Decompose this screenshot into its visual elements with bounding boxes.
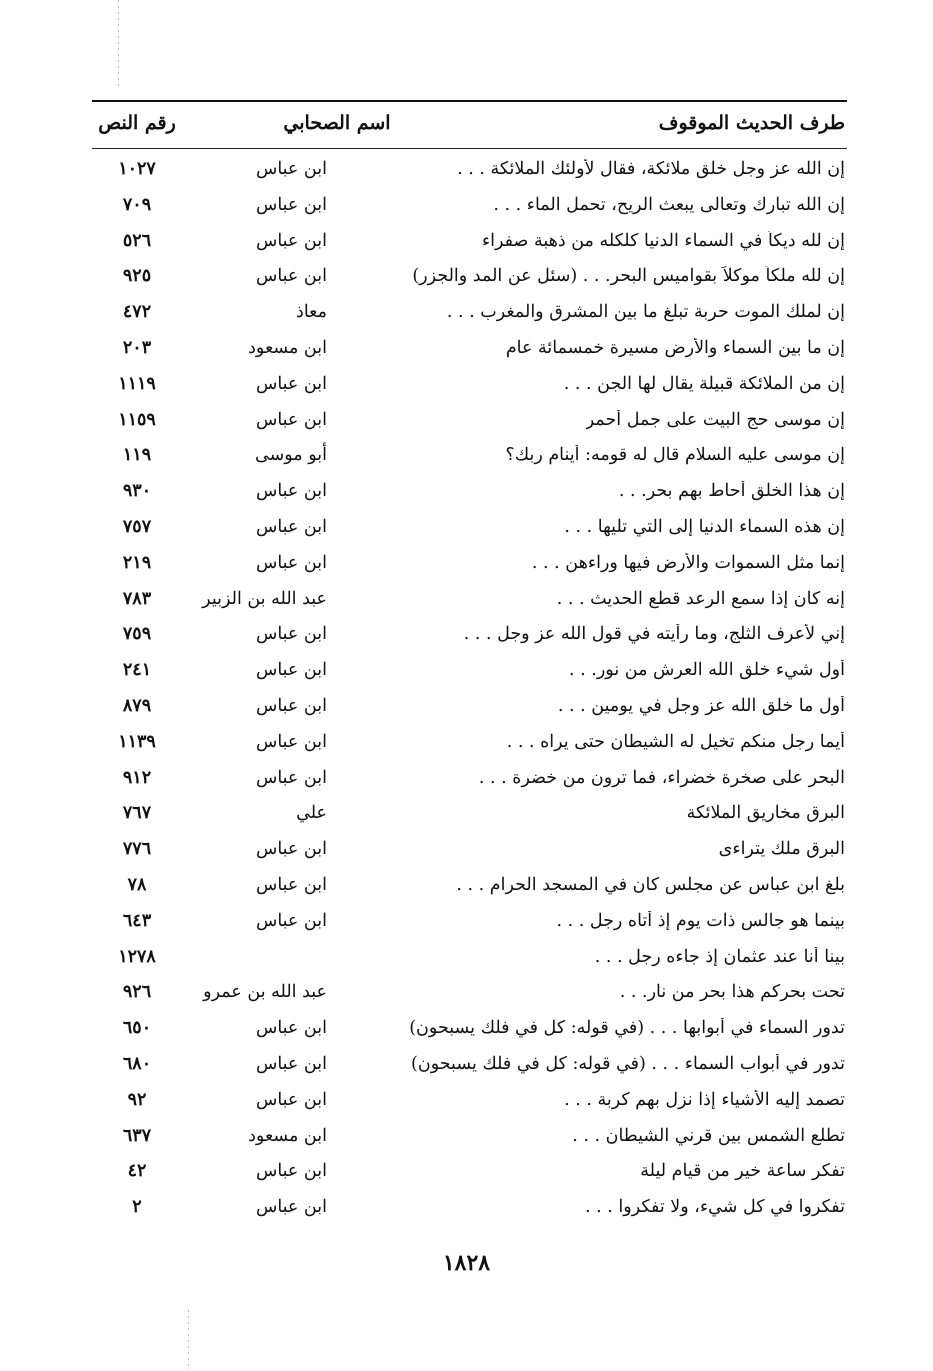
companion-name: عبد الله بن الزبير bbox=[202, 588, 327, 609]
table-row bbox=[92, 943, 847, 979]
hadith-text: أول ما خلق الله عز وجل في يومين . . . bbox=[557, 695, 845, 716]
companion-name: عبد الله بن عمرو bbox=[203, 982, 327, 1003]
companion-name: ابن عباس bbox=[255, 230, 327, 251]
companion-name: ابن عباس bbox=[255, 409, 327, 430]
table-row bbox=[92, 835, 847, 871]
header-number-column: رقم النص bbox=[98, 112, 176, 134]
hadith-text: البحر على صخرة خضراء، فما ترون من خضرة . . . bbox=[478, 767, 845, 788]
companion-name: ابن عباس bbox=[255, 1018, 327, 1039]
table-row bbox=[92, 1122, 847, 1158]
hadith-text: بينما هو جالس ذات يوم إذ أتاه رجل . . . bbox=[556, 910, 845, 931]
hadith-text: تصمد إليه الأشياء إذا نزل بهم كربة . . . bbox=[564, 1089, 845, 1110]
text-number: ٦٣٧ bbox=[122, 1125, 152, 1146]
companion-name: ابن عباس bbox=[255, 373, 327, 394]
companion-name: ابن عباس bbox=[255, 839, 327, 860]
table-row bbox=[92, 155, 847, 191]
text-number: ٧٦٧ bbox=[122, 803, 152, 824]
companion-name: ابن عباس bbox=[255, 1089, 327, 1110]
hadith-text: إن هذا الخلق أحاط بهم بحر. . . bbox=[618, 481, 845, 502]
hadith-text: إني لأعرف الثلج، وما رأيته في قول الله عز وجل . . . bbox=[463, 624, 845, 645]
table-row bbox=[92, 656, 847, 692]
table-row bbox=[92, 799, 847, 835]
companion-name: أبو موسى bbox=[255, 445, 327, 466]
hadith-text: أيما رجل منكم تخيل له الشيطان حتى يراه . . . bbox=[506, 731, 845, 752]
companion-name: ابن عباس bbox=[255, 194, 327, 215]
hadith-text: إن من الملائكة قبيلة يقال لها الجن . . . bbox=[563, 373, 845, 394]
text-number: ١١١٩ bbox=[118, 373, 156, 394]
hadith-text: تحت بحركم هذا بحر من نار. . . bbox=[619, 982, 845, 1003]
text-number: ١١٩ bbox=[122, 445, 152, 466]
text-number: ٢١٩ bbox=[122, 552, 152, 573]
text-number: ٤٢ bbox=[127, 1161, 147, 1182]
table-row bbox=[92, 406, 847, 442]
table-row bbox=[92, 585, 847, 621]
header-companion-column: اسم الصحابي bbox=[283, 112, 391, 134]
text-number: ٢ bbox=[132, 1197, 142, 1218]
companion-name: ابن عباس bbox=[255, 660, 327, 681]
companion-name: ابن عباس bbox=[255, 552, 327, 573]
table-row bbox=[92, 262, 847, 298]
companion-name: ابن عباس bbox=[255, 910, 327, 931]
hadith-text: تفكر ساعة خير من قيام ليلة bbox=[640, 1161, 845, 1182]
text-number: ٩٣٠ bbox=[122, 481, 152, 502]
table-row bbox=[92, 978, 847, 1014]
table-row bbox=[92, 1193, 847, 1229]
companion-name: ابن عباس bbox=[255, 731, 327, 752]
text-number: ٩٢٦ bbox=[122, 982, 152, 1003]
text-number: ٢٠٣ bbox=[122, 337, 152, 358]
hadith-text: إن لملك الموت حربة تبلغ ما بين المشرق والمغرب . . . bbox=[446, 302, 845, 323]
table-row bbox=[92, 1086, 847, 1122]
table-header bbox=[92, 108, 847, 144]
table-row bbox=[92, 692, 847, 728]
table-row bbox=[92, 334, 847, 370]
text-number: ٩٢ bbox=[127, 1089, 147, 1110]
header-rule bbox=[92, 148, 847, 149]
table-row bbox=[92, 764, 847, 800]
text-number: ٧٨٣ bbox=[122, 588, 152, 609]
hadith-text: إن الله تبارك وتعالى يبعث الريح، تحمل الماء . . . bbox=[493, 194, 845, 215]
table-row bbox=[92, 871, 847, 907]
scan-margin-mark bbox=[118, 0, 119, 90]
table-row bbox=[92, 1050, 847, 1086]
companion-name: ابن عباس bbox=[255, 1161, 327, 1182]
text-number: ٧٠٩ bbox=[122, 194, 152, 215]
companion-name: ابن عباس bbox=[255, 624, 327, 645]
hadith-text: إن موسى عليه السلام قال له قومه: أينام ربك؟ bbox=[505, 445, 845, 466]
header-text-column: طرف الحديث الموقوف bbox=[658, 112, 845, 134]
companion-name: ابن عباس bbox=[255, 1197, 327, 1218]
companion-name: ابن عباس bbox=[255, 695, 327, 716]
text-number: ٦٥٠ bbox=[122, 1018, 152, 1039]
hadith-text: البرق مخاريق الملائكة bbox=[686, 803, 845, 824]
text-number: ٧٨ bbox=[127, 874, 147, 895]
hadith-text: إن ما بين السماء والأرض مسيرة خمسمائة عام bbox=[505, 337, 845, 358]
scan-margin-mark bbox=[188, 1310, 189, 1371]
text-number: ٧٧٦ bbox=[122, 839, 152, 860]
page-number: ١٨٢٨ bbox=[442, 1250, 491, 1276]
text-number: ١١٣٩ bbox=[118, 731, 156, 752]
table-row bbox=[92, 370, 847, 406]
hadith-text: البرق ملك يتراءى bbox=[718, 839, 845, 860]
text-number: ٢٤١ bbox=[122, 660, 152, 681]
hadith-text: أول شيء خلق الله العرش من نور. . . bbox=[569, 660, 845, 681]
table-row bbox=[92, 907, 847, 943]
text-number: ٦٨٠ bbox=[122, 1053, 152, 1074]
companion-name: ابن مسعود bbox=[248, 1125, 327, 1146]
text-number: ٩١٢ bbox=[122, 767, 152, 788]
table-row bbox=[92, 620, 847, 656]
companion-name: ابن عباس bbox=[255, 874, 327, 895]
text-number: ٨٧٩ bbox=[122, 695, 152, 716]
hadith-text: إن لله ملكاً موكلاً بقواميس البحر. . . (سئل عن المد والجزر) bbox=[412, 266, 845, 287]
table-row bbox=[92, 549, 847, 585]
companion-name: معاذ bbox=[296, 302, 327, 323]
hadith-text: إن موسى حج البيت على جمل أحمر bbox=[585, 409, 845, 430]
table-row bbox=[92, 227, 847, 263]
companion-name: ابن عباس bbox=[255, 516, 327, 537]
table-row bbox=[92, 441, 847, 477]
hadith-text: إن لله ديكاً في السماء الدنيا كلكله من ذهبة صفراء bbox=[481, 230, 845, 251]
table-row bbox=[92, 477, 847, 513]
companion-name: علي bbox=[296, 803, 327, 824]
text-number: ١١٥٩ bbox=[118, 409, 156, 430]
text-number: ١٠٢٧ bbox=[118, 159, 156, 179]
table-row bbox=[92, 191, 847, 227]
text-number: ٩٢٥ bbox=[122, 266, 152, 287]
hadith-text: إن هذه السماء الدنيا إلى التي تليها . . . bbox=[564, 516, 845, 537]
text-number: ١٢٧٨ bbox=[118, 946, 156, 967]
hadith-text: إن الله عز وجل خلق ملائكة، فقال لأولئك الملائكة . . . bbox=[457, 159, 845, 179]
text-number: ٤٧٢ bbox=[122, 302, 152, 323]
index-table bbox=[92, 155, 847, 1229]
hadith-text: تدور السماء في أبوابها . . . (في قوله: كل في فلك يسبحون) bbox=[409, 1018, 845, 1039]
top-rule bbox=[92, 100, 847, 102]
text-number: ٧٥٩ bbox=[122, 624, 152, 645]
table-row bbox=[92, 1157, 847, 1193]
table-row bbox=[92, 298, 847, 334]
hadith-text: إنه كان إذا سمع الرعد قطع الحديث . . . bbox=[556, 588, 845, 609]
companion-name: ابن مسعود bbox=[248, 337, 327, 358]
hadith-text: تدور في أبواب السماء . . . (في قوله: كل في فلك يسبحون) bbox=[411, 1053, 845, 1074]
companion-name: ابن عباس bbox=[255, 767, 327, 788]
hadith-text: إنما مثل السموات والأرض فيها وراءهن . . . bbox=[531, 552, 845, 573]
table-row bbox=[92, 1014, 847, 1050]
hadith-text: تطلع الشمس بين قرني الشيطان . . . bbox=[572, 1125, 845, 1146]
companion-name: ابن عباس bbox=[255, 266, 327, 287]
text-number: ٦٤٣ bbox=[122, 910, 152, 931]
table-row bbox=[92, 728, 847, 764]
hadith-text: بينا أنا عند عثمان إذ جاءه رجل . . . bbox=[594, 946, 845, 967]
hadith-text: تفكروا في كل شيء، ولا تفكروا . . . bbox=[585, 1197, 845, 1218]
companion-name: ابن عباس bbox=[255, 481, 327, 502]
hadith-text: بلغ ابن عباس عن مجلس كان في المسجد الحرام . . . bbox=[456, 874, 845, 895]
companion-name: ابن عباس bbox=[255, 159, 327, 179]
companion-name: ابن عباس bbox=[255, 1053, 327, 1074]
text-number: ٧٥٧ bbox=[122, 516, 152, 537]
text-number: ٥٢٦ bbox=[122, 230, 152, 251]
table-row bbox=[92, 513, 847, 549]
